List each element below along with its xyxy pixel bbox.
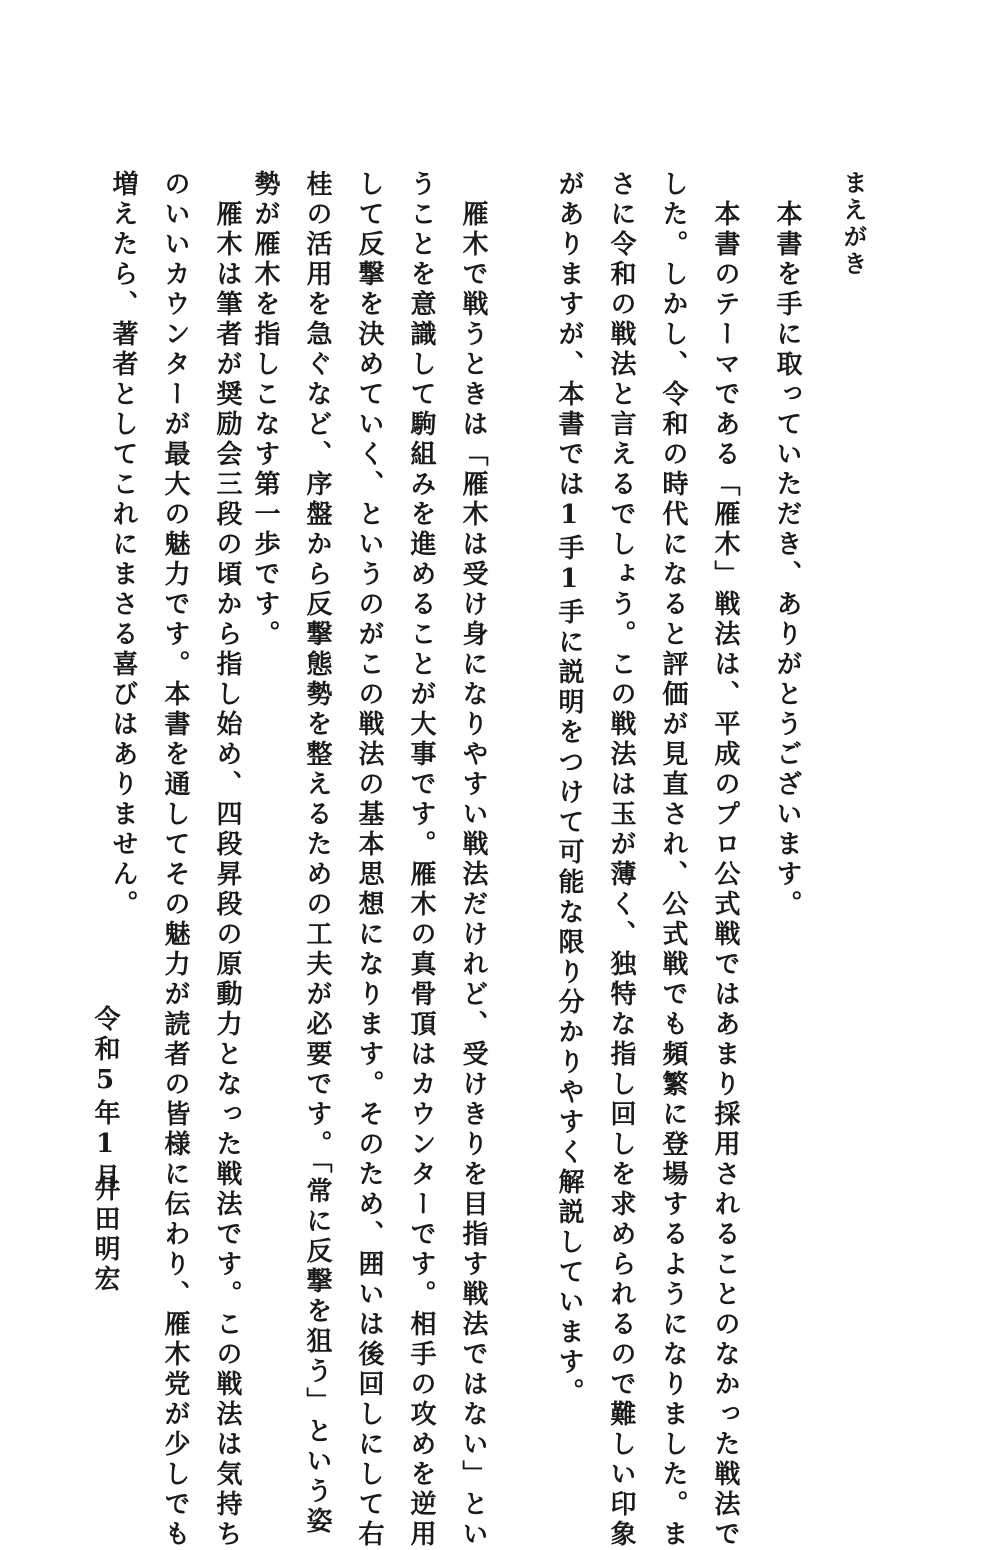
paragraph-3-line-5: 勢が雁木を指しこなす第一歩です。 xyxy=(250,170,280,650)
paragraph-3-line-3: して反撃を決めていく、というのがこの戦法の基本思想になります。そのため、囲いは後回しにして右 xyxy=(354,170,384,1550)
paragraph-2-line-1: 本書のテーマである「雁木」戦法は、平成のプロ公式戦ではあまり採用されることのなかった戦法で xyxy=(710,200,740,1550)
paragraph-3-line-1: 雁木で戦うときは「雁木は受け身になりやすい戦法だけれど、受けきりを目指す戦法ではない」とい xyxy=(458,200,488,1550)
paragraph-2-line-4: がありますが、本書では1手1手に説明をつけて可能な限り分かりやすく解説しています。 xyxy=(554,170,584,1408)
paragraph-4-line-1: 雁木は筆者が奨励会三段の頃から指し始め、四段昇段の原動力となった戦法です。この戦法は気持ち xyxy=(212,200,242,1550)
paragraph-2-line-2: した。しかし、令和の時代になると評価が見直され、公式戦でも頻繁に登場するようになりました。ま xyxy=(658,170,688,1550)
paragraph-3-line-2: うことを意識して駒組みを進めることが大事です。雁木の真骨頂はカウンターです。相手の攻めを逆用 xyxy=(406,170,436,1550)
paragraph-4-line-3: 増えたら、著者としてこれにまさる喜びはありません。 xyxy=(108,170,138,920)
signature-author: 井田明宏 xyxy=(90,1175,120,1295)
paragraph-2-line-3: さに令和の戦法と言えるでしょう。この戦法は玉が薄く、独特な指し回しを求められるので難しい印象 xyxy=(606,170,636,1550)
signature-date: 令和5年1月 xyxy=(90,1005,120,1193)
paragraph-4-line-2: のいいカウンターが最大の魅力です。本書を通してその魅力が読者の皆様に伝わり、雁木党が少しでも xyxy=(160,170,190,1550)
paragraph-3-line-4: 桂の活用を急ぐなど、序盤から反撃態勢を整えるための工夫が必要です。「常に反撃を狙う」という姿 xyxy=(302,170,332,1537)
paragraph-1-line-1: 本書を手に取っていただき、ありがとうございます。 xyxy=(772,200,802,920)
preface-heading: まえがき xyxy=(839,170,868,278)
